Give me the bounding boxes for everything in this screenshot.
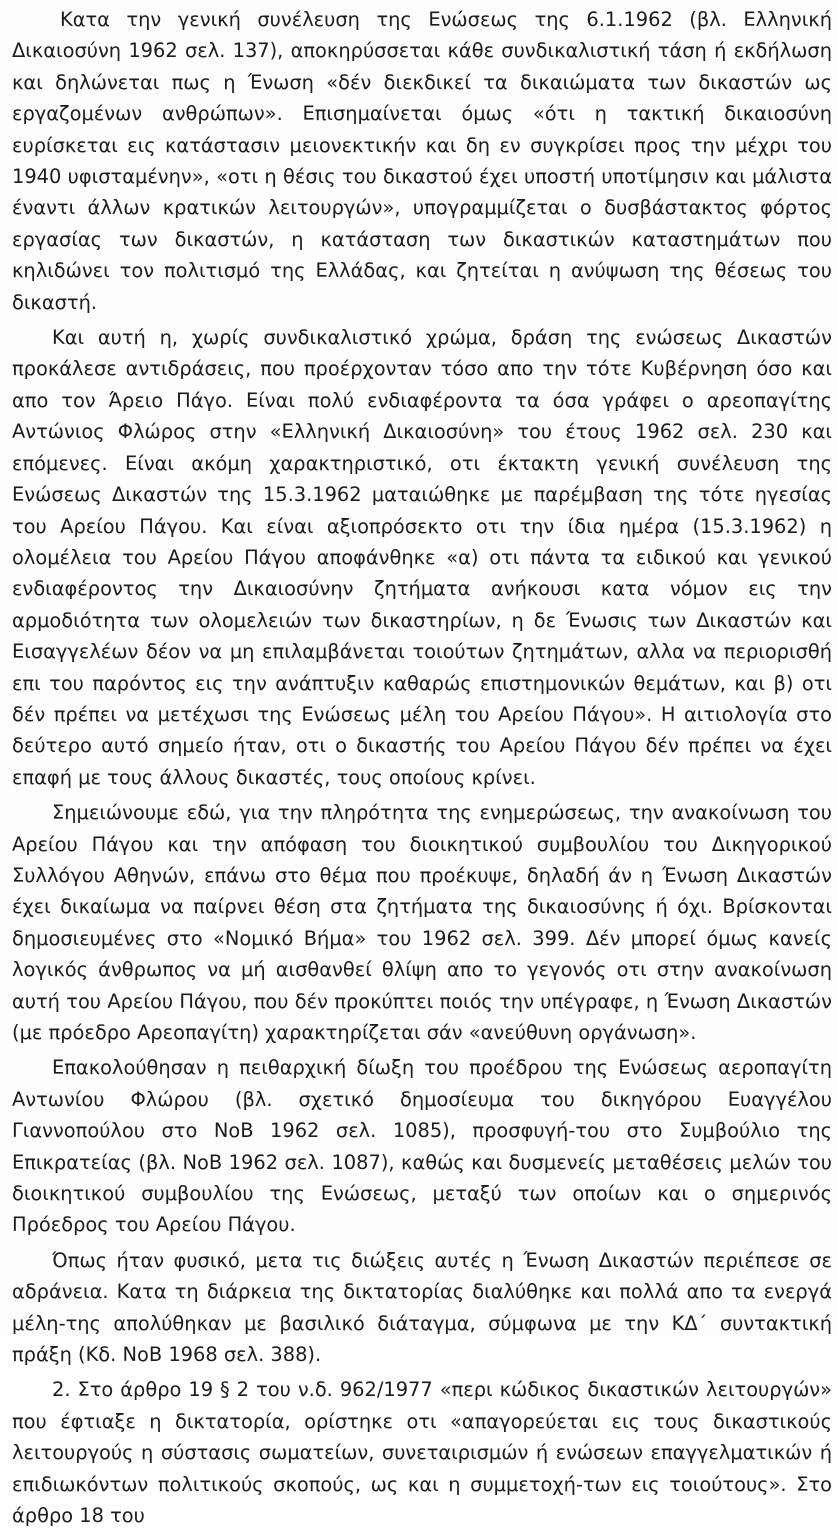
paragraph: 2. Στο άρθρο 19 § 2 του ν.δ. 962/1977 «περι κώδικος δικαστικών λειτουργών» που έφτιαξε η δικτατορία, ορίστηκε οτι «απαγορεύεται εις τους δικαστικούς λειτουργούς η σύστασις σωματείων, συνεταιρισμών ή ενώσεων επαγγελματικών ή επιδιωκόντων πολιτικούς σκοπούς, ως και η συμμετοχή-των εις τοιούτους». Στο άρθρο 18 του (12, 1378, 832, 1528)
paragraph: Επακολούθησαν η πειθαρχική δίωξη του προέδρου της Ενώσεως αεροπαγίτη Αντωνίου Φλώρου (βλ. σχετικό δημοσίευμα του δικηγόρου Ευαγγέλου Γιαννοπούλου στο ΝοΒ 1962 σελ. 1085), προσφυγή-του στο Συμβούλιο της Επικρατείας (βλ. ΝοΒ 1962 σελ. 1087), καθώς και δυσμενείς μεταθέσεις μελών του διοικητικού συμβουλίου της Ενώσεως, μεταξύ των οποίων και ο σημερινός Πρόεδρος του Αρείου Πάγου. (12, 1056, 832, 1237)
paragraph: Σημειώνουμε εδώ, για την πληρότητα της ενημερώσεως, την ανακοίνωση του Αρείου Πάγου και την απόφαση του διοικητικού συμβουλίου του Δικηγορικού Συλλόγου Αθηνών, επάνω στο θέμα που προέκυψε, δηλαδή άν η Ένωση Δικαστών έχει δικαίωμα να παίρνει θέση στα ζητήματα της δικαιοσύνης ή όχι. Βρίσκονται δημοσιευμένες στο «Νομικό Βήμα» του 1962 σελ. 399. Δέν μπορεί όμως κανείς λογικός άνθρωπος να μή αισθανθεί θλίψη απο το γεγονός οτι στην ανακοίνωση αυτή του Αρείου Πάγου, που δέν προκύπτει ποιός την υπέγραφε, η Ένωση Δικαστών (με πρόεδρο Αρεοπαγίτη) χαρακτηρίζεται σάν «ανεύθυνη οργάνωση». (12, 801, 832, 1044)
paragraph: Κατα την γενική συνέλευση της Ενώσεως της 6.1.1962 (βλ. Ελληνική Δικαιοσύνη 1962 σελ. 137), αποκηρύσσεται κάθε συνδικαλιστική τάση ή εκδήλωση και δηλώνεται πως η Ένωση «δέν διεκδικεί τα δικαιώματα των δικαστών ως εργαζομένων ανθρώπων». Επισημαίνεται όμως «ότι η τακτική δικαιοσύνη ευρίσκεται εις κατάστασιν μειονεκτικήν και δη εν συγκρίσει προς την μέχρι του 1940 υφισταμένην», «οτι η θέσις του δικαστού έχει υποστή υποτίμησιν και μάλιστα έναντι άλλων κρατικών λειτουργών», υπογραμμίζεται ο δυσβάστακτος φόρτος εργασίας των δικαστών, η κατάσταση των δικαστικών καταστημάτων που κηλιδώνει τον πολιτισμό της Ελλάδας, και ζητείται η ανύψωση της θέσεως του δικαστή. (12, 8, 832, 314)
paragraph: Όπως ήταν φυσικό, μετα τις διώξεις αυτές η Ένωση Δικαστών περιέπεσε σε αδράνεια. Κατα τη διάρκεια της δικτατορίας διαλύθηκε και πολλά απο τα ενεργά μέλη-της απολύθηκαν με βασιλικό διάταγμα, σύμφωνα με την ΚΔ΄ συντακτική πράξη (Κδ. ΝοΒ 1968 σελ. 388). (12, 1248, 832, 1367)
paragraph: Και αυτή η, χωρίς συνδικαλιστικό χρώμα, δράση της ενώσεως Δικαστών προκάλεσε αντιδράσεις, που προέρχονταν τόσο απο την τότε Κυβέρνηση όσο και απο τον Άρειο Πάγο. Είναι πολύ ενδιαφέροντα τα όσα γράφει ο αρεοπαγίτης Αντώνιος Φλώρος στην «Ελληνική Δικαιοσύνη» του έτους 1962 σελ. 230 και επόμενες. Είναι ακόμη χαρακτηριστικό, οτι έκτακτη γενική συνέλευση της Ενώσεως Δικαστών της 15.3.1962 ματαιώθηκε με παρέμβαση της τότε ηγεσίας του Αρείου Πάγου. Και είναι αξιοπρόσεκτο οτι την ίδια ημέρα (15.3.1962) η ολομέλεια του Αρείου Πάγου αποφάνθηκε «α) οτι πάντα τα ειδικού και γενικού ενδιαφέροντος την Δικαιοσύνην ζητήματα ανήκουσι κατα νόμον εις την αρμοδιότητα των ολομελειών των δικαστηρίων, η δε Ένωσις των Δικαστών και Εισαγγελέων δέον να μη επιλαμβάνεται τοιούτων ζητημάτων, αλλα να περιορισθή επι του παρόντος εις την ανάπτυξιν καθαρώς επιστημονικών θεμάτων, και β) οτι δέν πρέπει να μετέχωσι της Ενώσεως μέλη του Αρείου Πάγου». Η αιτιολογία στο δεύτερο αυτό σημείο ήταν, οτι ο δικαστής του Αρείου Πάγου δέν πρέπει να έχει επαφή με τους άλλους δικαστές, τους οποίους κρίνει. (12, 326, 832, 789)
